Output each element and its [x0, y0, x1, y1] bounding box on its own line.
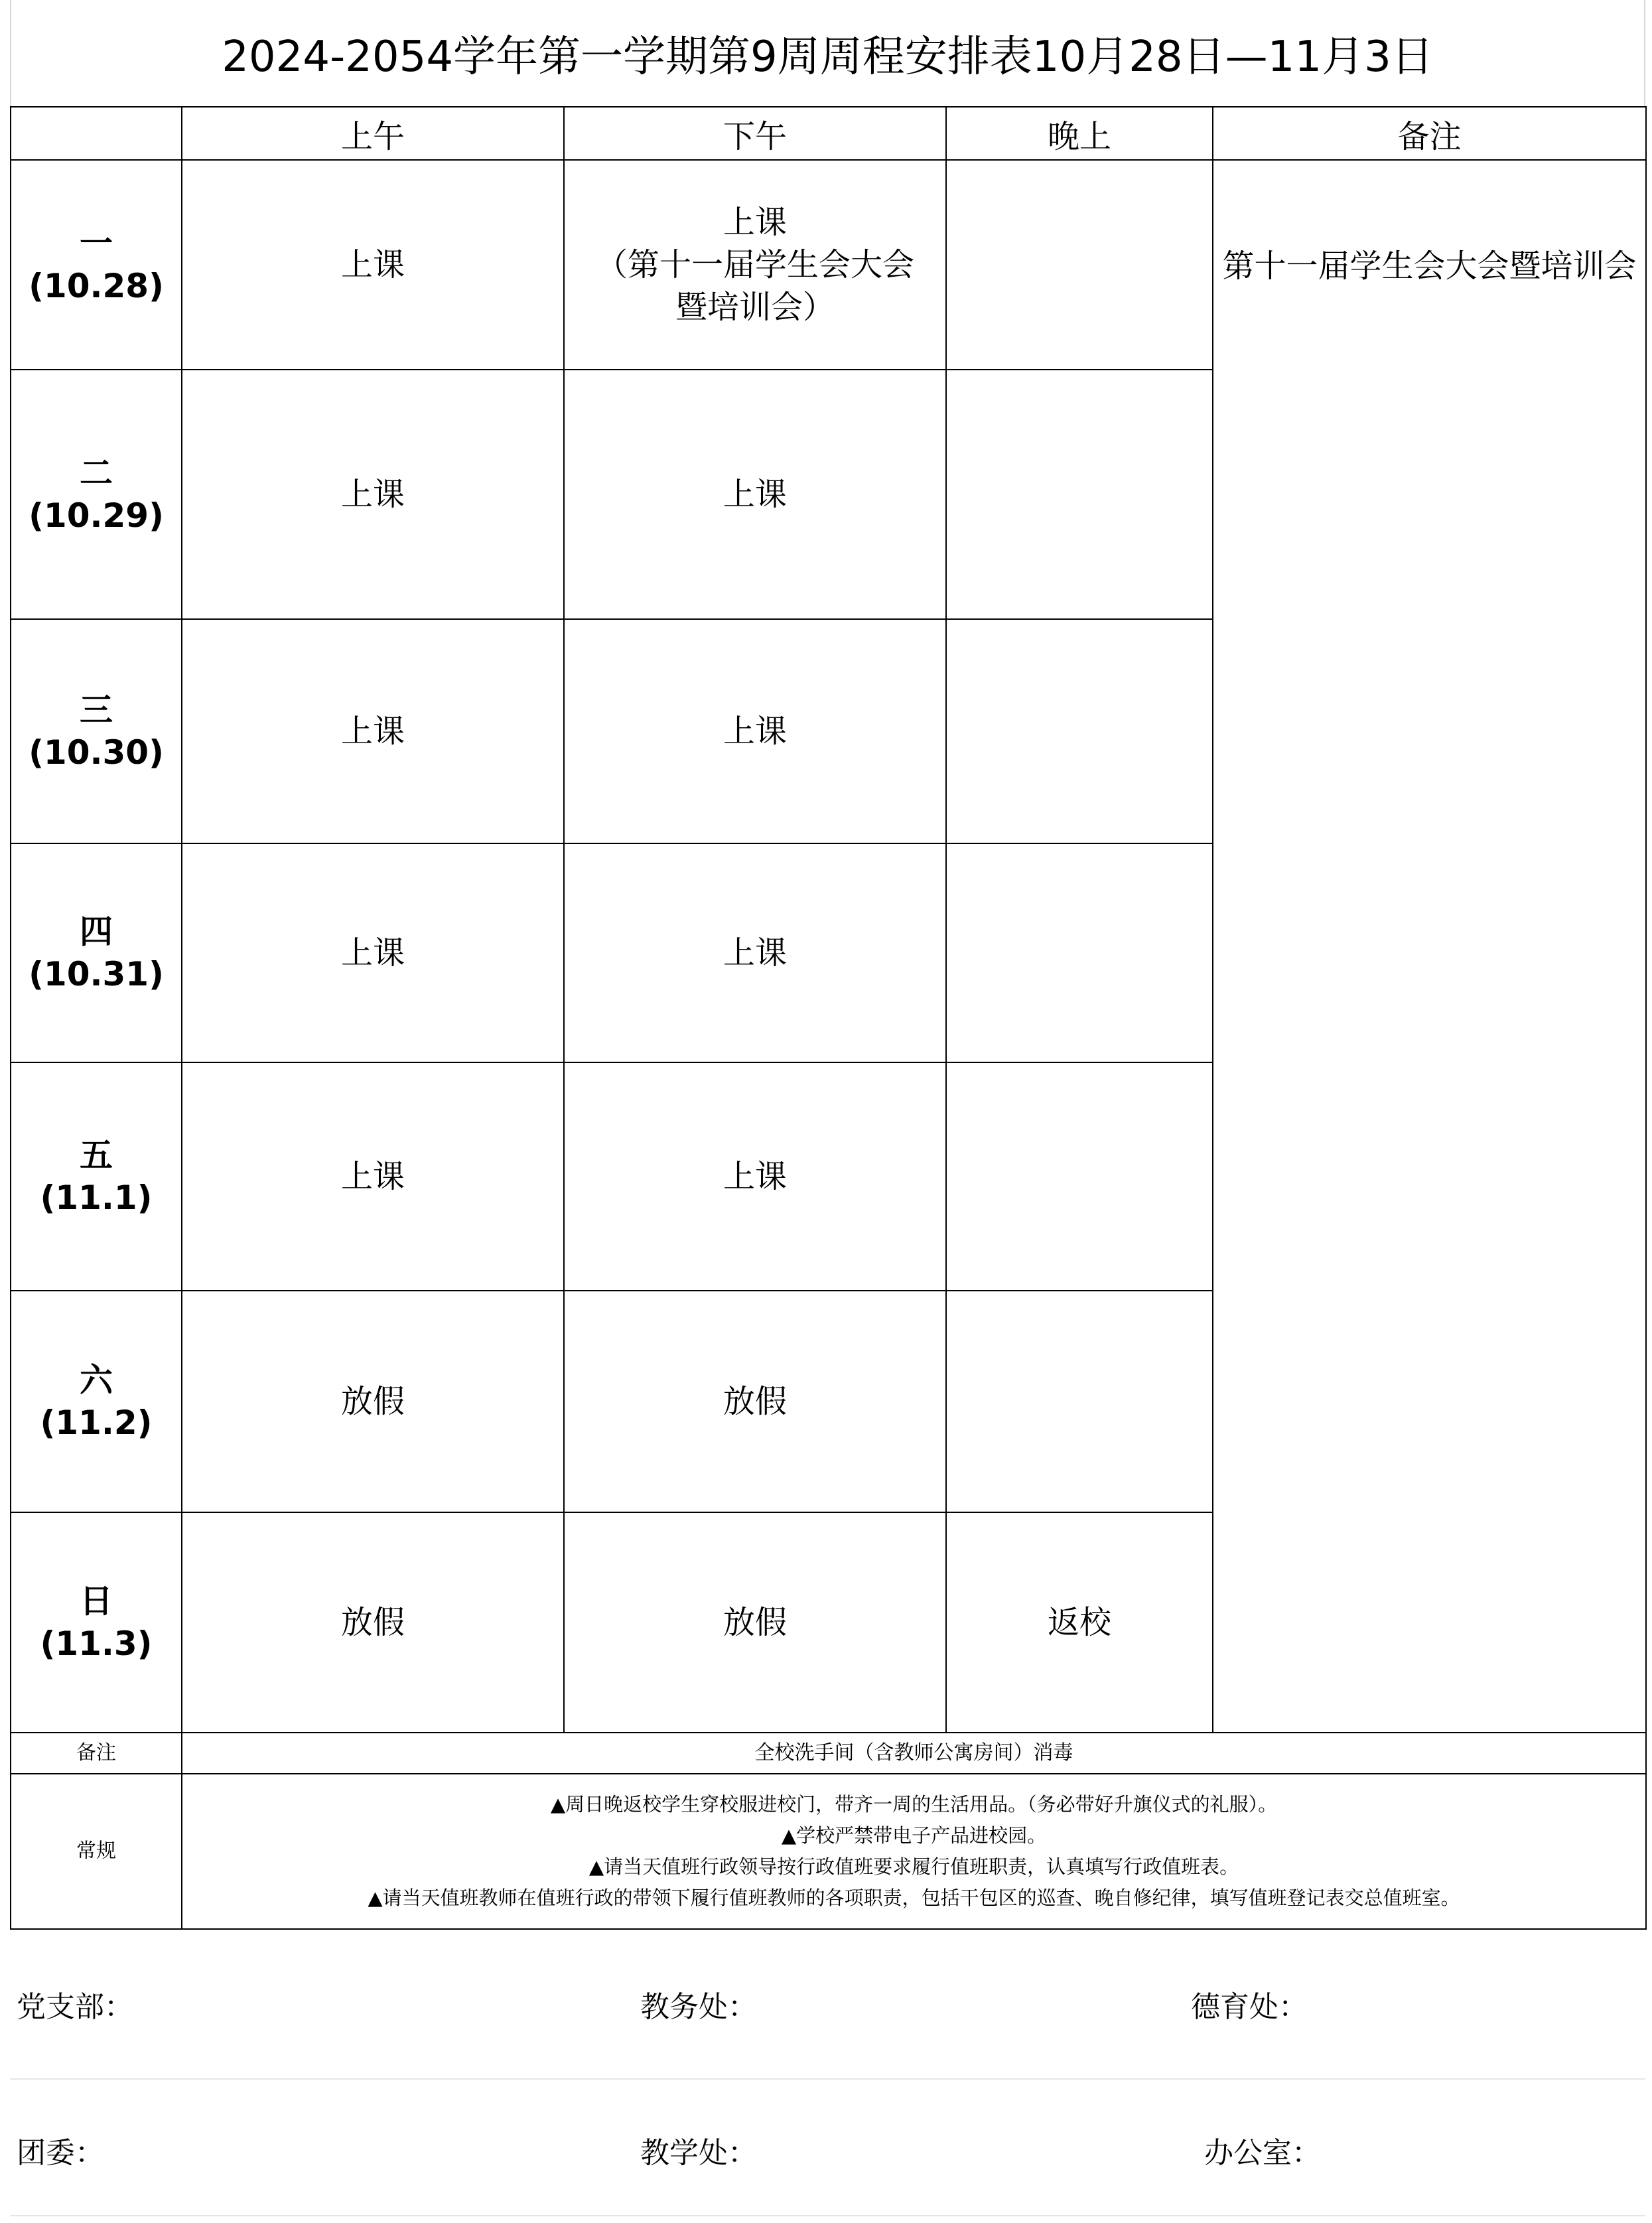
day-name: 二: [80, 454, 113, 492]
day-name: 三: [80, 691, 113, 729]
schedule-sheet: [10, 0, 1645, 2223]
table-row: [11, 160, 1646, 370]
day-name: 一: [80, 224, 113, 263]
routine-rules: [182, 1774, 1646, 1929]
afternoon-cell: 上课: [564, 619, 946, 843]
corner-cell: [11, 107, 182, 160]
evening-cell: [946, 1291, 1213, 1512]
routine-rule-line: ▲周日晚返校学生穿校服进校门，带齐一周的生活用品。（务必带好升旗仪式的礼服）。: [550, 1793, 1278, 1816]
signature-divider: [10, 2078, 1645, 2080]
morning-cell: 上课: [182, 619, 564, 843]
header-row: [11, 107, 1646, 160]
evening-cell: [946, 1062, 1213, 1291]
column-header-morning: 上午: [182, 107, 564, 160]
morning-cell: 上课: [182, 160, 564, 370]
signature-row-1: [10, 1964, 1645, 2044]
evening-cell: 返校: [946, 1512, 1213, 1733]
day-name: 日: [80, 1582, 113, 1620]
day-cell: [11, 619, 182, 843]
routine-rule-line: ▲请当天值班教师在值班行政的带领下履行值班教师的各项职责，包括干包区的巡查、晚自修纪律，填写值班登记表交总值班室。: [368, 1887, 1460, 1909]
day-name: 五: [80, 1136, 113, 1175]
day-name: 四: [80, 912, 113, 951]
routine-rule-line: ▲学校严禁带电子产品进校园。: [781, 1824, 1047, 1847]
morning-cell: 上课: [182, 1062, 564, 1291]
routine-rule-line: ▲请当天值班行政领导按行政值班要求履行值班职责，认真填写行政值班表。: [588, 1855, 1239, 1878]
column-header-remarks: 备注: [1213, 107, 1646, 160]
signature-moral-education: 德育处：: [1191, 1990, 1308, 2024]
day-name: 六: [80, 1361, 113, 1399]
evening-cell: [946, 843, 1213, 1062]
day-date: (11.2): [40, 1403, 153, 1442]
schedule-table: [10, 106, 1647, 1930]
signature-academic-affairs: 教务处：: [640, 1990, 757, 2024]
day-cell: [11, 1512, 182, 1733]
routine-row: [11, 1774, 1646, 1929]
day-date: (10.31): [29, 955, 164, 993]
day-cell: [11, 1062, 182, 1291]
signature-general-office: 办公室：: [1204, 2136, 1321, 2170]
afternoon-cell: 上课: [564, 1062, 946, 1291]
signature-youth-league: 团委：: [17, 2136, 104, 2170]
signature-row-2: [10, 2110, 1645, 2190]
routine-row-label: 常规: [11, 1774, 182, 1929]
day-date: (11.3): [40, 1624, 153, 1663]
column-header-afternoon: 下午: [564, 107, 946, 160]
evening-cell: [946, 160, 1213, 370]
day-date: (10.28): [29, 267, 164, 305]
remark-row: [11, 1733, 1646, 1774]
page-title: 2024-2054学年第一学期第9周周程安排表10月28日—11月3日: [10, 0, 1645, 106]
day-cell: [11, 843, 182, 1062]
column-header-evening: 晚上: [946, 107, 1213, 160]
remark-row-label: 备注: [11, 1733, 182, 1774]
remarks-cell: 第十一届学生会大会暨培训会: [1213, 160, 1646, 1733]
afternoon-cell: 放假: [564, 1512, 946, 1733]
morning-cell: 放假: [182, 1512, 564, 1733]
remark-row-text: 全校洗手间（含教师公寓房间）消毒: [182, 1733, 1646, 1774]
signature-teaching-office: 教学处：: [640, 2136, 757, 2170]
morning-cell: 上课: [182, 370, 564, 619]
day-date: (11.1): [40, 1179, 153, 1217]
afternoon-cell: 放假: [564, 1291, 946, 1512]
day-cell: [11, 160, 182, 370]
afternoon-cell: 上课: [564, 843, 946, 1062]
signature-party-branch: 党支部：: [17, 1990, 133, 2024]
evening-cell: [946, 370, 1213, 619]
bottom-divider: [10, 2215, 1645, 2216]
evening-cell: [946, 619, 1213, 843]
day-date: (10.30): [29, 733, 164, 772]
afternoon-cell: 上课 （第十一届学生会大会 暨培训会）: [564, 160, 946, 370]
day-date: (10.29): [29, 496, 164, 535]
afternoon-cell: 上课: [564, 370, 946, 619]
morning-cell: 上课: [182, 843, 564, 1062]
day-cell: [11, 1291, 182, 1512]
morning-cell: 放假: [182, 1291, 564, 1512]
day-cell: [11, 370, 182, 619]
